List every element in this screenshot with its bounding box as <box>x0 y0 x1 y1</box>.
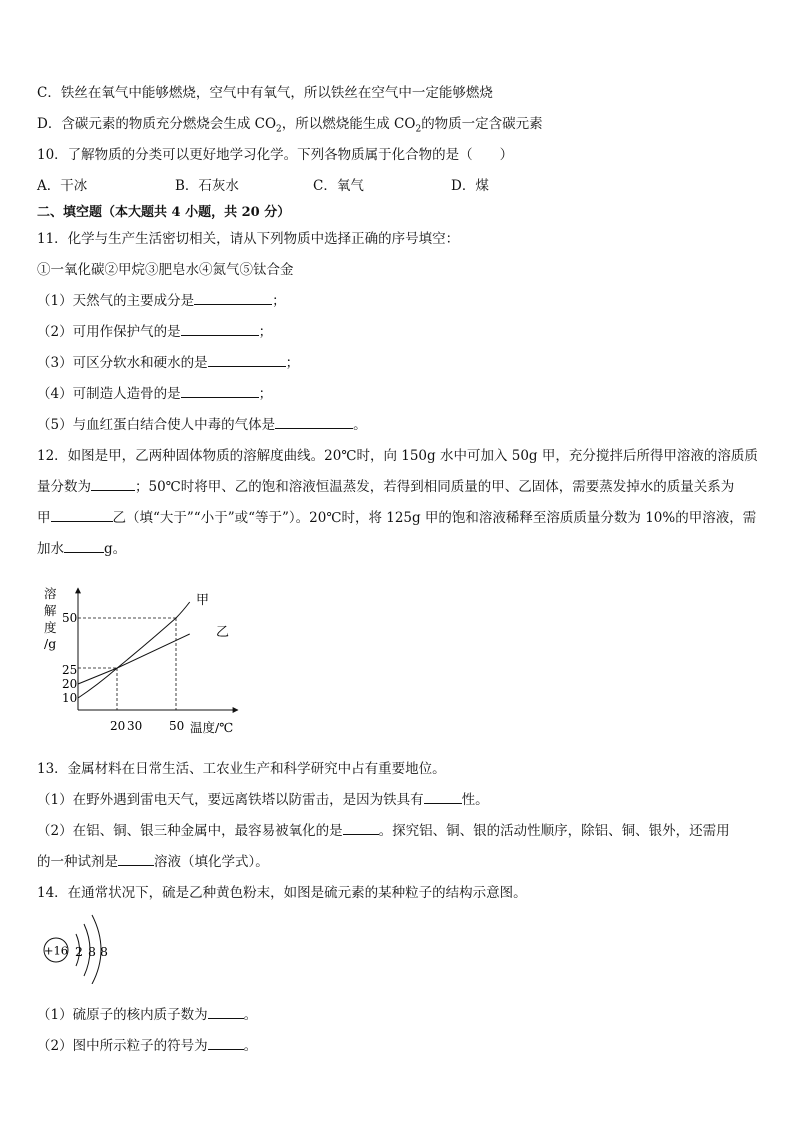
q10-options <box>37 177 489 195</box>
answer-blank[interactable] <box>181 385 259 398</box>
q9-option-c: C．铁丝在氧气中能够燃烧，空气中有氧气，所以铁丝在空气中一定能够燃烧 <box>37 85 493 101</box>
answer-blank[interactable] <box>51 509 113 522</box>
y-axis-title-char: 溶 <box>44 586 57 601</box>
q10-option-d: D．煤 <box>451 178 489 194</box>
answer-blank[interactable] <box>275 416 353 429</box>
series-jia-curve <box>78 602 190 698</box>
x-tick-label: 20 <box>110 719 126 733</box>
answer-blank[interactable] <box>91 478 135 491</box>
answer-blank[interactable] <box>208 354 286 367</box>
x-axis-title: 温度/℃ <box>190 720 234 735</box>
q14-stem: 14．在通常状况下，硫是乙种黄色粉末，如图是硫元素的某种粒子的结构示意图。 <box>37 885 527 901</box>
q11-item: （4）可制造人造骨的是 ； <box>37 386 273 402</box>
q13-line-1: （1）在野外遇到雷电天气，要远离铁塔以防雷击，是因为铁具有 性。 <box>37 792 489 808</box>
co2-subscript: 2 <box>276 124 282 135</box>
y-tick-label: 10 <box>62 691 78 705</box>
q10-stem: 10．了解物质的分类可以更好地学习化学。下列各物质属于化合物的是（ ） <box>37 147 514 163</box>
q11-item: （1）天然气的主要成分是 ； <box>37 293 286 309</box>
y-axis-title-char: 解 <box>44 603 57 618</box>
answer-blank[interactable] <box>424 791 462 804</box>
sulfur-ion-structure-diagram <box>40 912 130 984</box>
y-tick-label: 50 <box>62 611 78 625</box>
y-tick-label: 20 <box>62 677 78 691</box>
shell-electron-count: 2 <box>75 944 83 959</box>
series-label-jia: 甲 <box>196 593 210 608</box>
q11-stem: 11．化学与生产生活密切相关，请从下列物质中选择正确的序号填空： <box>37 231 460 247</box>
q12-line-4: 加水 g。 <box>37 541 127 557</box>
series-yi-line <box>78 634 190 684</box>
answer-blank[interactable] <box>64 540 104 553</box>
q11-item: （3）可区分软水和硬水的是 ； <box>37 355 300 371</box>
q9-d-text-2: ，所以燃烧能生成 CO <box>281 116 416 132</box>
q13-stem: 13．金属材料在日常生活、工农业生产和科学研究中占有重要地位。 <box>37 761 446 777</box>
section-heading: 二、填空题（本大题共 4 小题，共 20 分） <box>37 205 291 220</box>
q9-d-text-3: 的物质一定含碳元素 <box>421 116 543 132</box>
q12-line-1: 12．如图是甲，乙两种固体物质的溶解度曲线。20℃时，向 150g 水中可加入 50g 甲，充分搅拌后所得甲溶液的溶质质 <box>37 448 758 464</box>
shell-electron-count: 8 <box>88 944 96 959</box>
answer-blank[interactable] <box>208 1006 244 1019</box>
q12-line-3: 甲 乙（填“大于”“小于”或“等于”）。20℃时，将 125g 甲的饱和溶液稀释至溶质质量分数为 10%的甲溶液，需 <box>37 510 757 526</box>
q11-item: （2）可用作保护气的是 ； <box>37 324 273 340</box>
answer-blank[interactable] <box>194 292 272 305</box>
answer-blank[interactable] <box>118 853 154 866</box>
q14-line-2: （2）图中所示粒子的符号为 。 <box>37 1038 258 1054</box>
co2-subscript: 2 <box>415 124 422 135</box>
answer-blank[interactable] <box>343 822 379 835</box>
q13-line-3: 的一种试剂是 溶液（填化学式）。 <box>37 854 269 870</box>
x-tick-label: 50 <box>169 719 185 733</box>
x-tick-label: 30 <box>127 719 143 733</box>
q11-choices: ①一氧化碳②甲烷③肥皂水④氮气⑤钛合金 <box>37 262 294 278</box>
series-label-yi: 乙 <box>216 625 230 640</box>
q14-line-1: （1）硫原子的核内质子数为 。 <box>37 1007 258 1023</box>
answer-blank[interactable] <box>208 1037 244 1050</box>
q10-option-c: C．氧气 <box>313 178 364 194</box>
q11-item: （5）与血红蛋白结合使人中毒的气体是 。 <box>37 417 367 433</box>
q13-line-2: （2）在铝、铜、银三种金属中，最容易被氧化的是 。探究铝、铜、银的活动性顺序，除铝、铜、银外，还需用 <box>37 823 730 839</box>
q9-option-d <box>37 115 543 139</box>
answer-blank[interactable] <box>181 323 259 336</box>
q12-line-2: 量分数为 ；50℃时将甲、乙的饱和溶液恒温蒸发，若得到相同质量的甲、乙固体，需要蒸发掉水的质量关系为 <box>37 479 735 495</box>
shell-electron-count: 8 <box>100 944 108 959</box>
y-axis-title-char: /g <box>44 636 57 651</box>
q9-d-text-1: D．含碳元素的物质充分燃烧会生成 CO <box>37 116 277 132</box>
q10-option-b: B．石灰水 <box>175 178 239 194</box>
y-axis-title-char: 度 <box>44 620 57 635</box>
q10-option-a: A．干冰 <box>37 178 88 194</box>
y-tick-label: 25 <box>62 663 78 677</box>
solubility-chart <box>30 582 250 742</box>
nucleus-charge: +16 <box>43 943 69 958</box>
